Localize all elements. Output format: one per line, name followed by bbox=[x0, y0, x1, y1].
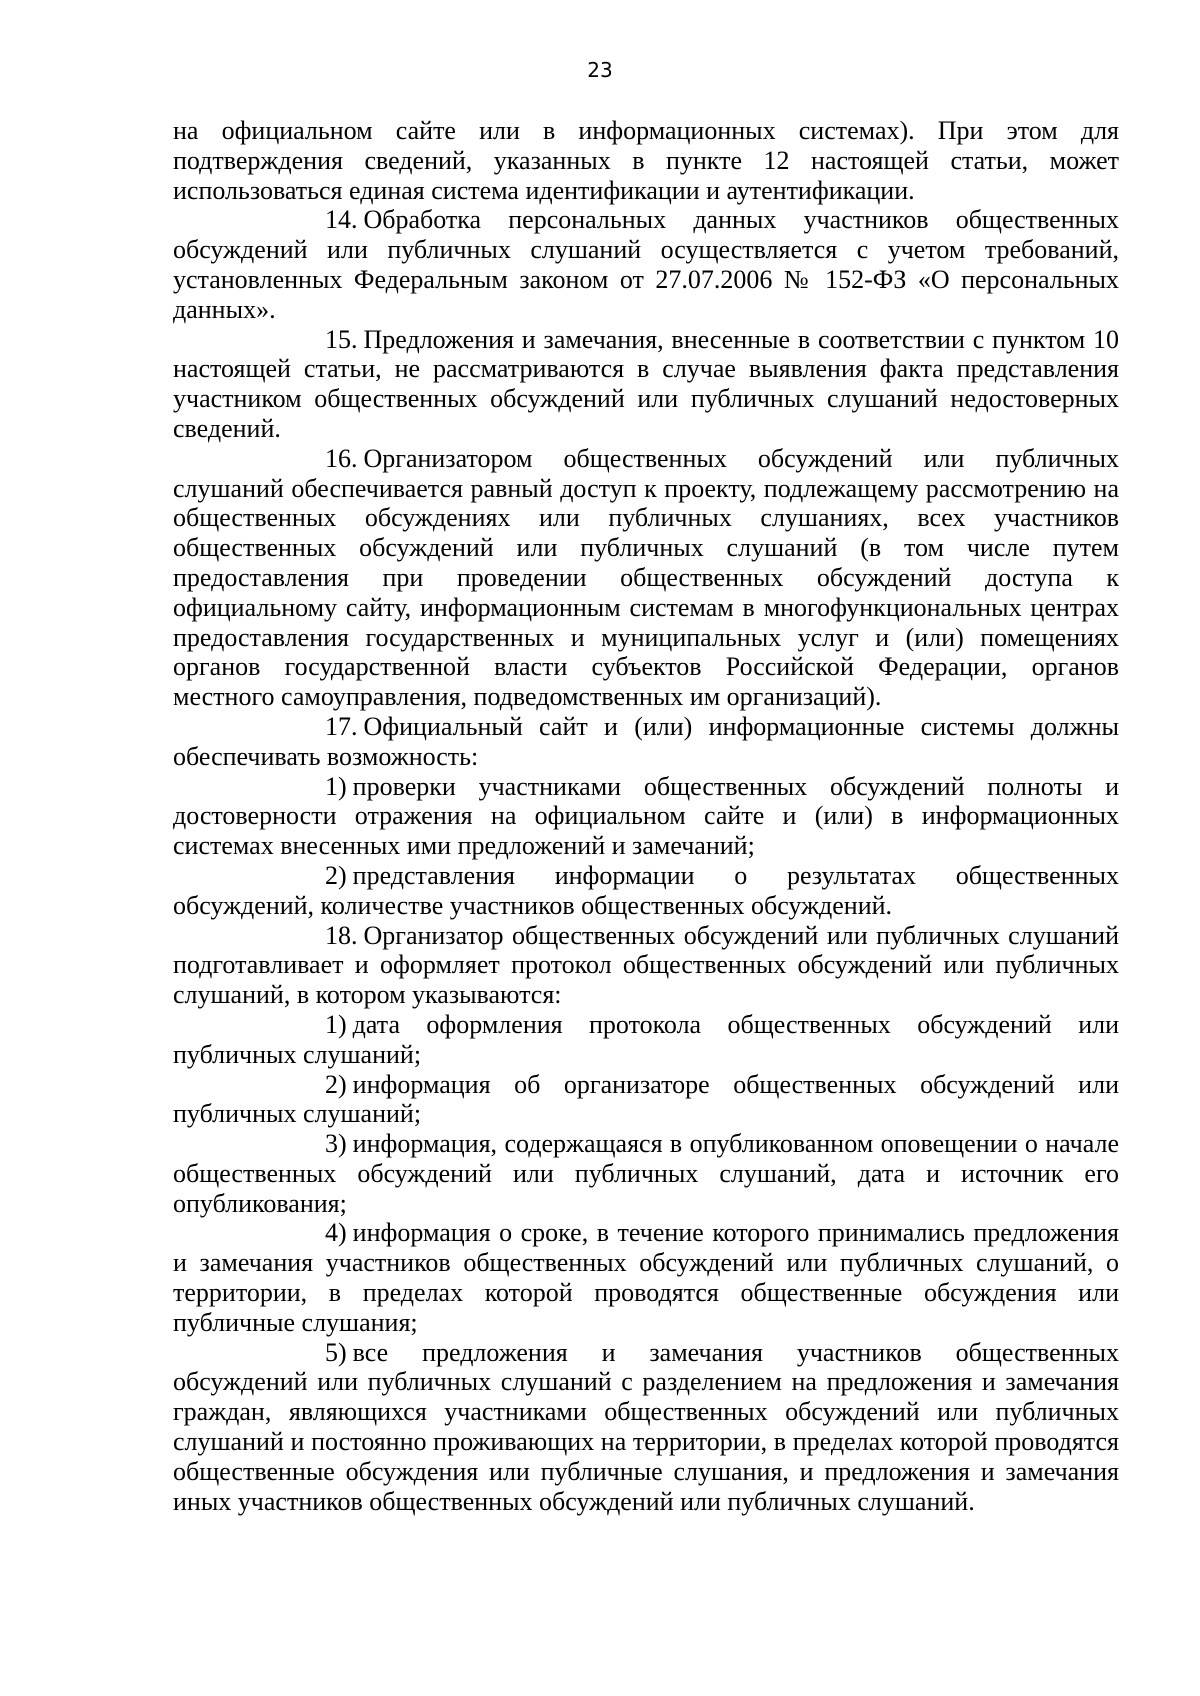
paragraph-item-17 bbox=[173, 712, 1119, 772]
paragraph-subitem-18-5 bbox=[173, 1338, 1119, 1517]
paragraph-text: Организатором общественных обсуждений или публичных слушаний обеспечивается равный доступ к проекту, подлежащему рассмотрению на общественных обсуждениях или публичных слушаниях, всех участников общественных обсуждений или публичных слушаний (в том числе путем предоставления при проведении общественных обсуждений доступа к официальному сайту, информационным системам в многофункциональных центрах предоставления государственных и муниципальных услуг и (или) помещениях органов государственной власти субъектов Российской Федерации, органов местного самоуправления, подведомственных им организаций). bbox=[173, 443, 1119, 712]
item-number: 1) bbox=[325, 1009, 347, 1039]
paragraph-text: Предложения и замечания, внесенные в соответствии с пунктом 10 настоящей статьи, не рассматриваются в случае выявления факта представления участником общественных обсуждений или публичных слушаний недостоверных сведений. bbox=[173, 324, 1119, 443]
paragraph-text: Обработка персональных данных участников общественных обсуждений или публичных слушаний осуществляется с учетом требований, установленных Федеральным законом от 27.07.2006 № 152-ФЗ «О персональных данных». bbox=[173, 205, 1119, 324]
paragraph-text: все предложения и замечания участников общественных обсуждений или публичных слушаний с разделением на предложения и замечания граждан, являющихся участниками общественных обсуждений или публичных слушаний и постоянно проживающих на территории, в пределах которой проводятся общественные обсуждения или публичные слушания, и предложения и замечания иных участников общественных обсуждений или публичных слушаний. bbox=[173, 1337, 1119, 1516]
paragraph-text: на официальном сайте или в информационных системах). При этом для подтверждения сведений, указанных в пункте 12 настоящей статьи, может использоваться единая система идентификации и аутентификации. bbox=[173, 116, 1119, 205]
item-number: 18. bbox=[325, 920, 358, 950]
paragraph-subitem-17-2 bbox=[173, 861, 1119, 921]
paragraph-text: информация о сроке, в течение которого принимались предложения и замечания участников общественных обсуждений или публичных слушаний, о территории, в пределах которой проводятся общественные обсуждения или публичные слушания; bbox=[173, 1218, 1119, 1337]
item-number: 1) bbox=[325, 771, 347, 801]
page-number: 23 bbox=[587, 58, 613, 82]
paragraph-subitem-18-2 bbox=[173, 1070, 1119, 1130]
paragraph-text: Официальный сайт и (или) информационные системы должны обеспечивать возможность: bbox=[173, 711, 1119, 771]
paragraph-subitem-18-3 bbox=[173, 1129, 1119, 1218]
item-number: 2) bbox=[325, 1069, 347, 1099]
paragraph-item-15 bbox=[173, 325, 1119, 444]
paragraph-text: Организатор общественных обсуждений или публичных слушаний подготавливает и оформляет протокол общественных обсуждений или публичных слушаний, в котором указываются: bbox=[173, 920, 1119, 1010]
paragraph-subitem-18-1 bbox=[173, 1010, 1119, 1070]
item-number: 3) bbox=[325, 1129, 347, 1159]
item-number: 4) bbox=[325, 1218, 347, 1248]
paragraph-subitem-17-1 bbox=[173, 772, 1119, 861]
item-number: 16. bbox=[325, 443, 358, 473]
item-number: 5) bbox=[325, 1337, 347, 1367]
paragraph-item-14 bbox=[173, 205, 1119, 324]
paragraph-text: представления информации о результатах общественных обсуждений, количестве участников общественных обсуждений. bbox=[173, 860, 1119, 920]
item-number: 2) bbox=[325, 860, 347, 890]
paragraph-continuation bbox=[173, 116, 1119, 205]
item-number: 17. bbox=[325, 711, 358, 741]
paragraph-item-16 bbox=[173, 444, 1119, 712]
document-body bbox=[173, 116, 1119, 1516]
paragraph-text: проверки участниками общественных обсуждений полноты и достоверности отражения на официальном сайте и (или) в информационных системах внесенных ими предложений и замечаний; bbox=[173, 771, 1119, 861]
paragraph-item-18 bbox=[173, 921, 1119, 1010]
item-number: 14. bbox=[325, 205, 358, 235]
paragraph-text: информация об организаторе общественных обсуждений или публичных слушаний; bbox=[173, 1069, 1119, 1129]
paragraph-subitem-18-4 bbox=[173, 1218, 1119, 1337]
item-number: 15. bbox=[325, 324, 358, 354]
paragraph-text: дата оформления протокола общественных обсуждений или публичных слушаний; bbox=[173, 1009, 1119, 1069]
paragraph-text: информация, содержащаяся в опубликованном оповещении о начале общественных обсуждений или публичных слушаний, дата и источник его опубликования; bbox=[173, 1129, 1119, 1218]
